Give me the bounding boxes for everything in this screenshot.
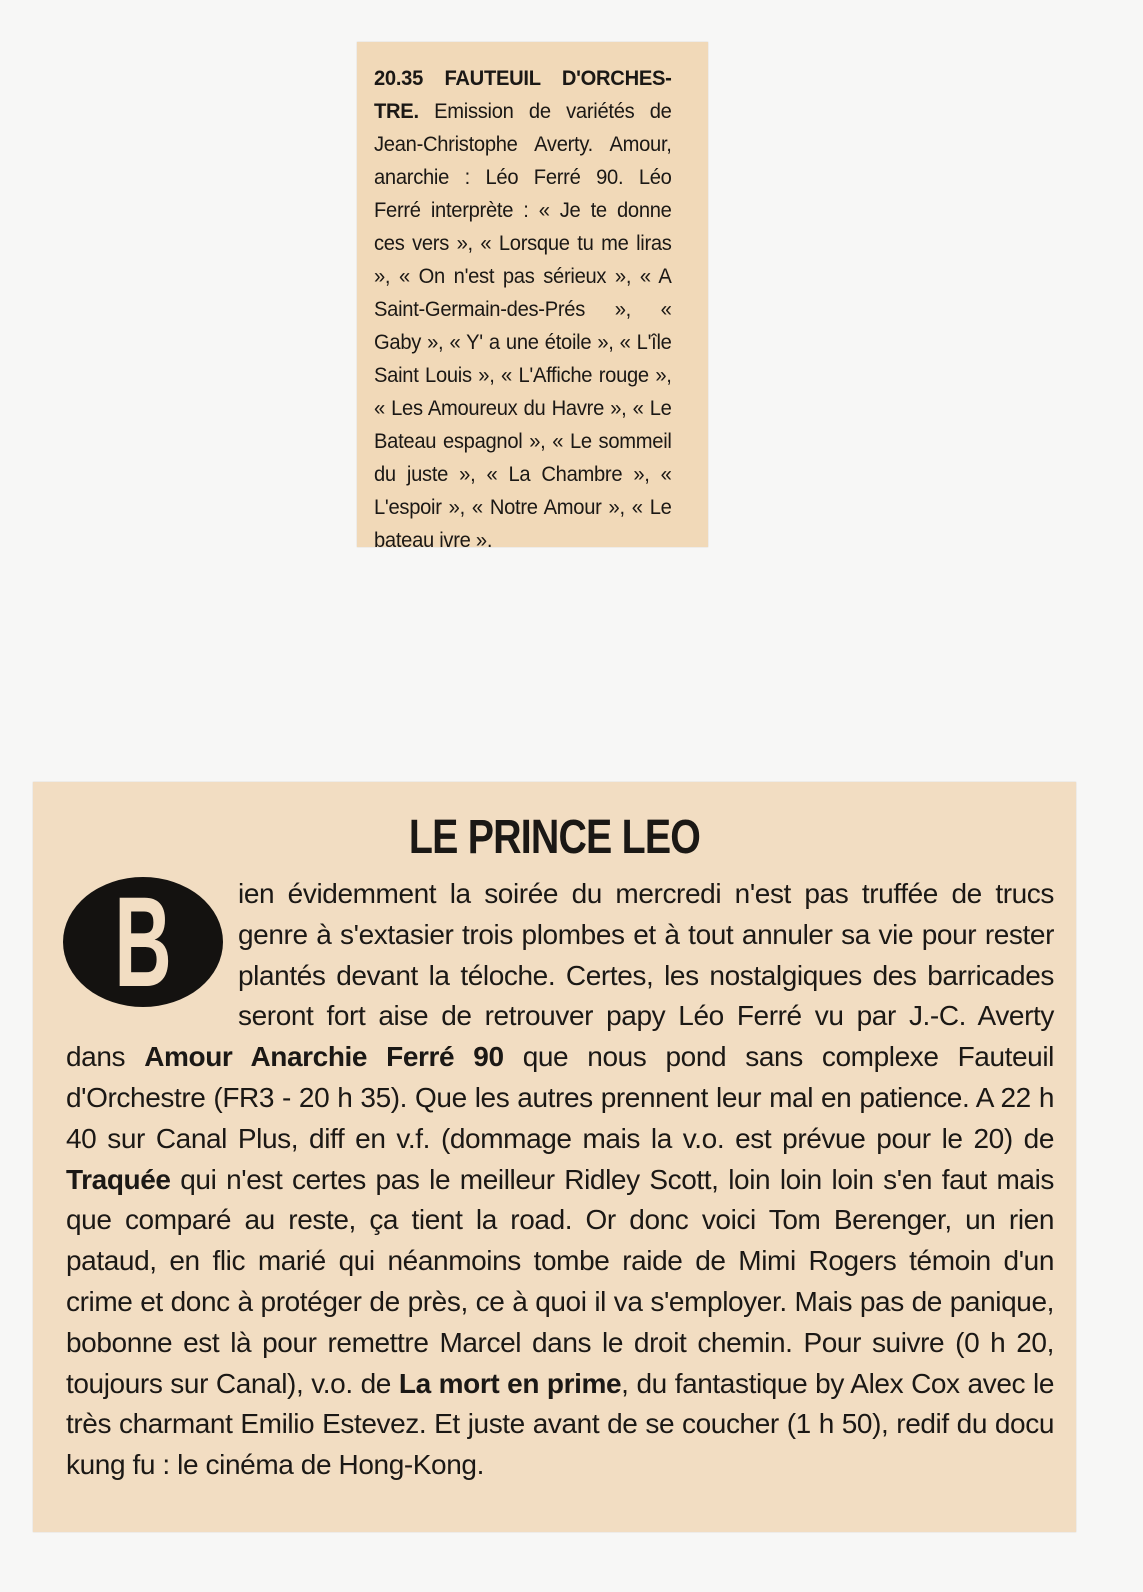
article-text-part-2: que nous pond sans complexe Fauteuil d'Orchestre (FR3 - 20 h 35). Que les autres prennent leur mal en patience. A 22 h 40 sur Canal Plus, diff en v.f. (dommage mais la v.o. est prévue pour le 20) de bbox=[66, 1041, 1054, 1154]
tv-listing-clipping bbox=[357, 42, 708, 552]
article-bold-title-3: La mort en prime bbox=[398, 1367, 622, 1399]
tv-listing-text bbox=[374, 62, 672, 557]
article-text-part-4: , du fantastique by Alex Cox avec le très charmant Emilio Estevez. Et juste avant de se coucher (1 h 50), redif du docu kung fu : le cinéma de Hong-Kong. bbox=[66, 1367, 1054, 1481]
drop-cap-letter: B bbox=[114, 871, 172, 1014]
article-headline: LE PRINCE LEO bbox=[408, 811, 701, 864]
article-body bbox=[66, 871, 1054, 1486]
article-text-part-1: ien évidemment la soirée du mercredi n'est pas truffée de trucs genre à s'extasier trois plombes et à tout annuler sa vie pour rester plantés devant la téloche. Certes, les nostalgiques des barricades seront fort aise de retrouver papy Léo Ferré vu par J.-C. Averty dans bbox=[66, 878, 1054, 1073]
article-bold-title-2: Traquée bbox=[66, 1163, 171, 1195]
drop-cap-spacer bbox=[66, 871, 238, 1037]
listing-body: Emission de variétés de Jean-Christophe Averty. Amour, anarchie : Léo Ferré 90. Léo Ferré interprète : « Je te donne ces vers », « Lorsque tu me liras », « On n'est pas sérieux », « A Saint-Germain-des-Prés », « Gaby », « Y' a une étoile », « L'île Saint Louis », « L'Affiche rouge », « Les Amoureux du Havre », « Le Bateau espagnol », « Le sommeil du juste », « La Chambre », « L'espoir », « Notre Amour », « Le bateau ivre ». bbox=[374, 100, 672, 552]
article-clipping bbox=[33, 782, 1076, 1532]
article-bold-title-1: Amour Anarchie Ferré 90 bbox=[144, 1041, 504, 1073]
listing-title: 20.35 FAUTEUIL D'ORCHES-TRE. bbox=[374, 67, 672, 123]
article-text-part-3: qui n'est certes pas le meilleur Ridley Scott, loin loin loin s'en faut mais que comparé au reste, ça tient la road. Or donc voici Tom Berenger, un rien pataud, en flic marié qui néanmoins tombe raide de Mimi Rogers témoin d'un crime et donc à protéger de près, ce à quoi il va s'employer. Mais pas de panique, bobonne est là pour remettre Marcel dans le droit chemin. Pour suivre (0 h 20, toujours sur Canal), v.o. de bbox=[66, 1163, 1054, 1399]
